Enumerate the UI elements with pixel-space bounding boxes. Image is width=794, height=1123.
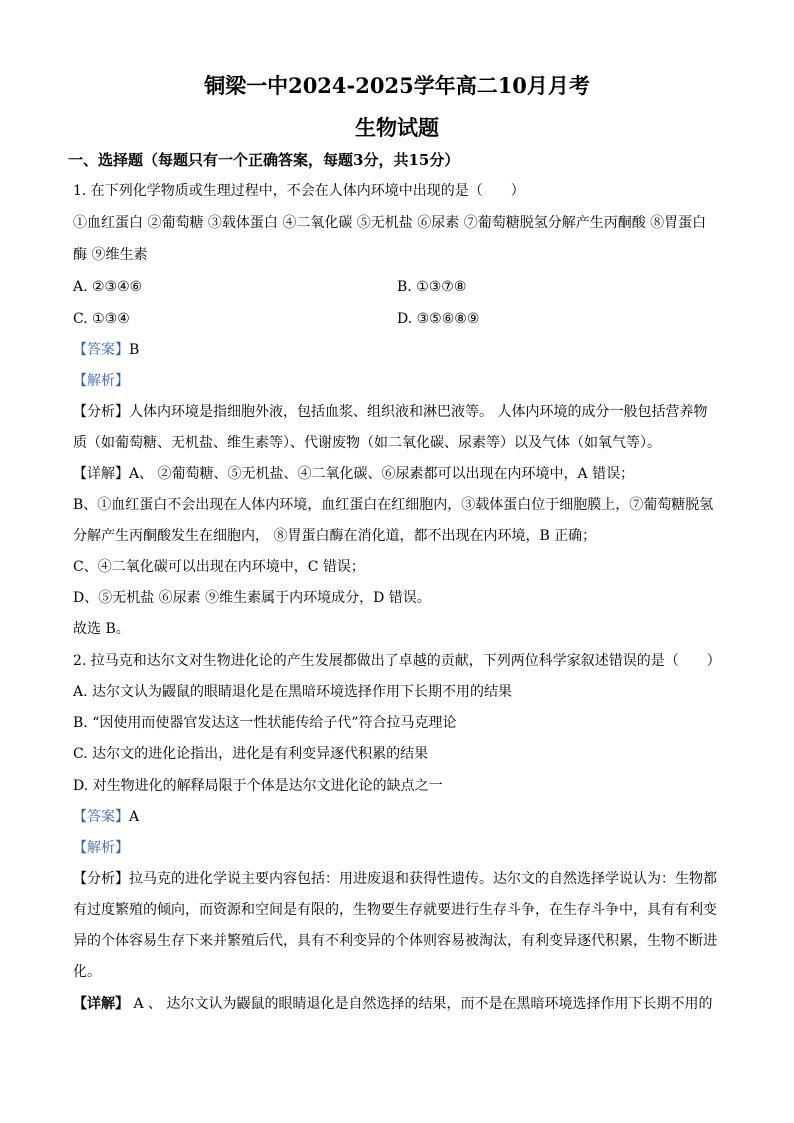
q1-items-line2: 酶 ⑨维生素	[73, 247, 148, 263]
q1-items-line1: ①血红蛋白 ②葡萄糖 ③载体蛋白 ④二氧化碳 ⑤无机盐 ⑥尿素 ⑦葡萄糖脱氢分解产生丙酮酸 ⑧胃蛋白	[73, 215, 707, 231]
q2-fenxi-line4: 化。	[73, 964, 101, 980]
q2-option-b: B. “因使用而使器官发达这一性状能传给子代”符合拉马克理论	[73, 715, 457, 731]
q1-option-c: C. ①③④	[73, 311, 130, 327]
q1-fenxi-line2: 质（如葡萄糖、无机盐、维生素等）、代谢废物（如二氧化碳、尿素等）以及气体（如氧气等）。	[73, 435, 661, 451]
q2-option-c: C. 达尔文的进化论指出，进化是有利变异逐代积累的结果	[73, 746, 429, 762]
q1-xiangjie-line6: 故选 B。	[73, 621, 130, 637]
answer-tag: 【答案】	[73, 342, 129, 358]
q2-option-d: D. 对生物进化的解释局限于个体是达尔文进化论的缺点之一	[73, 778, 443, 794]
q1-option-b: B. ①③⑦⑧	[397, 279, 467, 295]
fenxi-tag: 【分析】	[73, 871, 129, 887]
q1-xiangjie-line3: 分解产生丙酮酸发生在细胞内， ⑧胃蛋白酶在消化道，都不出现在内环境，B 正确；	[73, 528, 597, 544]
q1-analysis-tag: 【解析】	[73, 373, 129, 389]
answer-tag: 【答案】	[73, 809, 129, 825]
q1-option-a: A. ②③④⑥	[73, 279, 143, 295]
xiangjie-tag: 【详解】	[73, 466, 129, 482]
q2-fenxi-line1	[73, 869, 733, 889]
q1-xiangjie-line4: C、④二氧化碳可以出现在内环境中，C 错误；	[73, 559, 365, 575]
q1-xiangjie-line5: D、⑤无机盐 ⑥尿素 ⑨维生素属于内环境成分，D 错误。	[73, 590, 431, 606]
q2-option-a: A. 达尔文认为鼹鼠的眼睛退化是在黑暗环境选择作用下长期不用的结果	[73, 684, 513, 700]
q1-xiangjie-line2: B、①血红蛋白不会出现在人体内环境，血红蛋白在红细胞内，③载体蛋白位于细胞膜上，⑦葡萄糖脱氢	[73, 497, 714, 513]
q2-fenxi-line2: 有过度繁殖的倾向，而资源和空间是有限的，生物要生存就要进行生存斗争，在生存斗争中，具有有利变	[73, 902, 717, 918]
q2-fenxi-line3: 异的个体容易生存下来并繁殖后代，具有不利变异的个体则容易被淘汰，有利变异逐代积累，生物不断进	[73, 933, 717, 949]
q2-stem: 2. 拉马克和达尔文对生物进化论的产生发展都做出了卓越的贡献，下列两位科学家叙述错误的是（ ）	[73, 653, 721, 669]
q1-fenxi-line1	[73, 402, 733, 422]
q1-answer	[73, 340, 733, 360]
xiangjie-tag: 【详解】	[73, 996, 129, 1012]
xiangjie-text: A、 ②葡萄糖、⑤无机盐、④二氧化碳、⑥尿素都可以出现在内环境中，A 错误；	[129, 466, 635, 482]
q2-answer	[73, 807, 733, 827]
q1-stem: 1. 在下列化学物质或生理过程中，不会在人体内环境中出现的是（ ）	[73, 183, 525, 199]
answer-value: B	[129, 342, 140, 358]
q1-xiangjie-line1	[73, 464, 733, 484]
section-heading: 一、选择题（每题只有一个正确答案，每题3分，共15分）	[68, 151, 460, 169]
q2-xiangjie-line1	[73, 994, 733, 1014]
fenxi-text: 拉马克的进化学说主要内容包括：用进废退和获得性遗传。达尔文的自然选择学说认为：生物都	[129, 871, 717, 887]
q1-option-d: D. ③⑤⑥⑧⑨	[397, 311, 480, 327]
page-title: 铜梁一中2024-2025学年高二10月月考	[204, 73, 590, 98]
fenxi-tag: 【分析】	[73, 404, 129, 420]
page-subtitle: 生物试题	[355, 115, 439, 140]
q2-analysis-tag: 【解析】	[73, 840, 129, 856]
xiangjie-text: A 、 达尔文认为鼹鼠的眼睛退化是自然选择的结果，而不是在黑暗环境选择作用下长期不用的	[129, 996, 713, 1012]
fenxi-text: 人体内环境是指细胞外液，包括血浆、组织液和淋巴液等。 人体内环境的成分一般包括营养物	[129, 404, 708, 420]
answer-value: A	[129, 809, 140, 825]
